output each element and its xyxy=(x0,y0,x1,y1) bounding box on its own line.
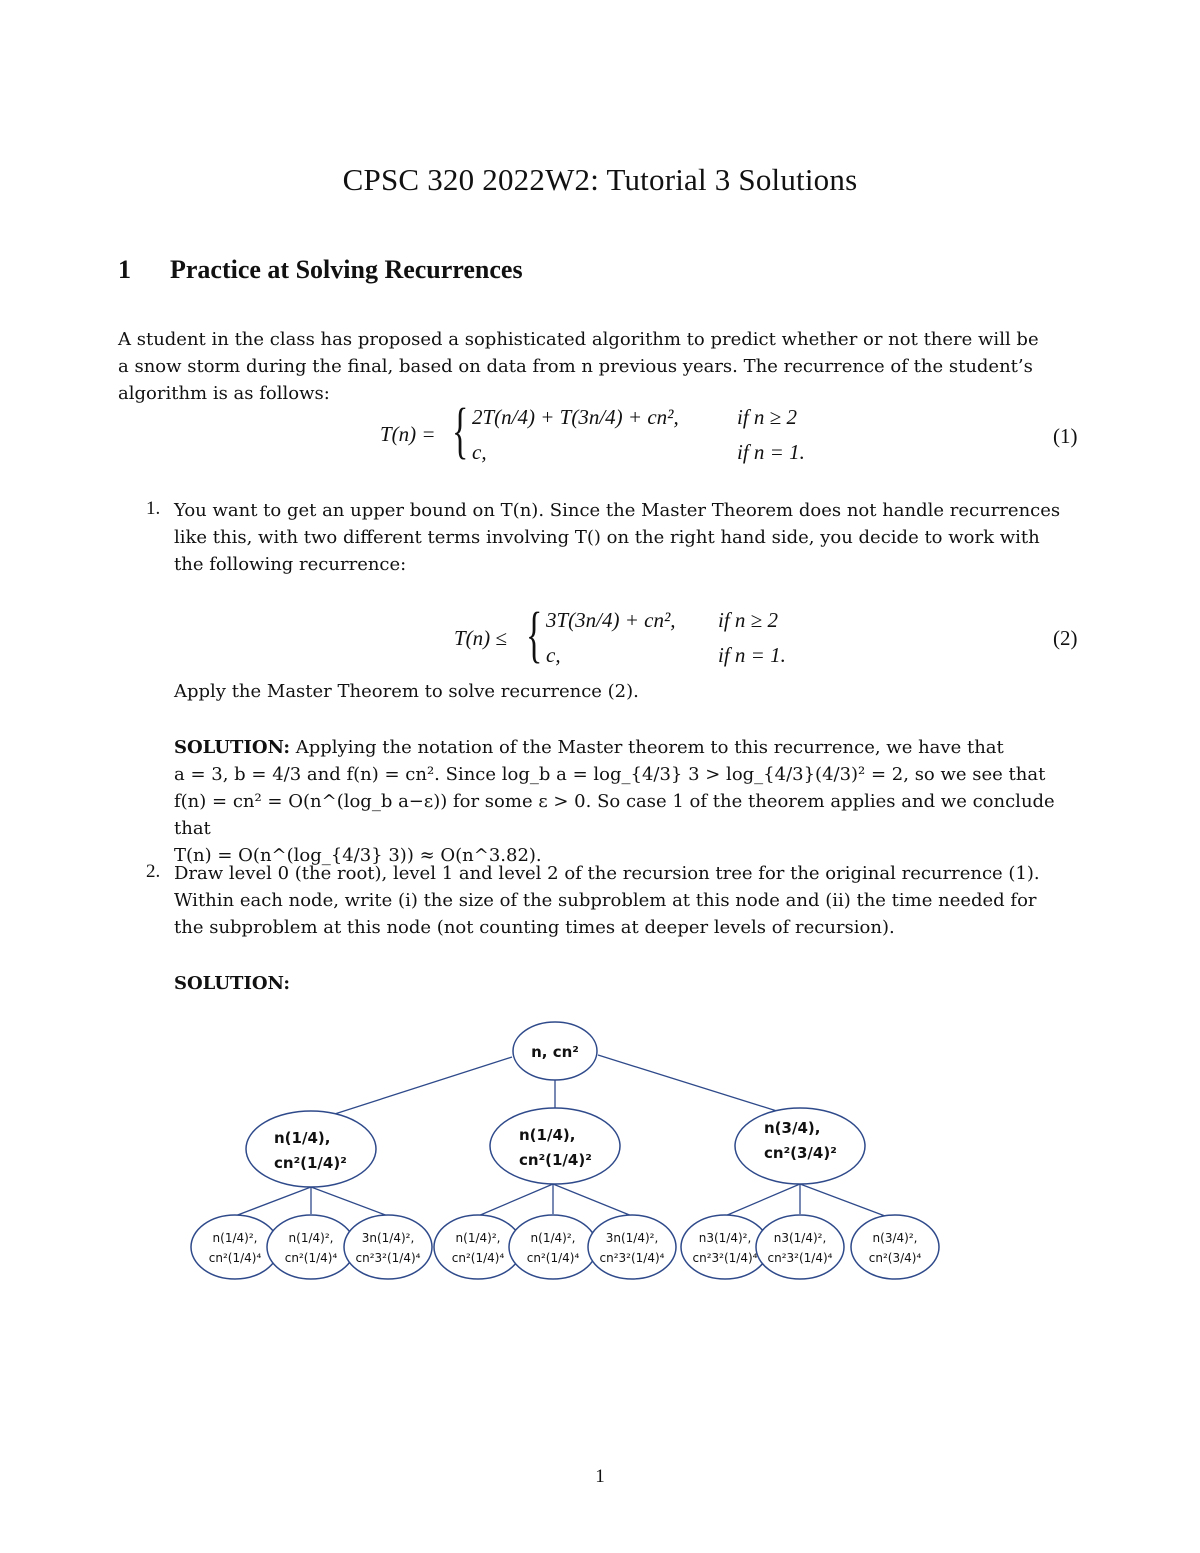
solution1-line: T(n) = O(n^(log_{4/3} 3)) ≈ O(n^3.82). xyxy=(174,845,542,866)
tree-node-l2-label: n(1/4)², xyxy=(455,1231,501,1245)
eq1-cond1: if n ≥ 2 xyxy=(737,405,797,429)
item2-line: Draw level 0 (the root), level 1 and level 2 of the recursion tree for the original recurrence (1). xyxy=(174,863,1040,884)
tree-node-l1 xyxy=(246,1111,376,1187)
tree-node-l2-label: cn²3²(1/4)⁴ xyxy=(599,1251,665,1265)
tree-edge xyxy=(598,1055,780,1112)
tree-node-l2-label: n(3/4)², xyxy=(872,1231,918,1245)
tree-node-l2-label: cn²(1/4)⁴ xyxy=(208,1251,262,1265)
tree-node-l2 xyxy=(267,1215,355,1279)
tree-node-l1-label: n(3/4), xyxy=(764,1119,821,1137)
tree-node-l2-label: cn²3²(1/4)⁴ xyxy=(692,1251,758,1265)
tree-node-l1-label: cn²(3/4)² xyxy=(764,1144,837,1162)
tree-node-l2-label: 3n(1/4)², xyxy=(605,1231,659,1245)
eq2-lhs: T(n) ≤ xyxy=(454,626,507,650)
tree-node-l2-label: n3(1/4)², xyxy=(698,1231,752,1245)
tree-node-l2-label: n(1/4)², xyxy=(530,1231,576,1245)
tree-edge xyxy=(800,1184,885,1216)
tree-node-l1-label: n(1/4), xyxy=(519,1126,576,1144)
tree-edge xyxy=(235,1187,311,1216)
tree-node-root-label: n, cn² xyxy=(531,1043,579,1061)
tree-edge xyxy=(316,1057,512,1120)
item2-solution-label: SOLUTION: xyxy=(174,973,290,994)
solution1-label: SOLUTION: xyxy=(174,737,290,758)
section-number: 1 xyxy=(118,255,131,284)
tree-node-l2-label: cn²(1/4)⁴ xyxy=(284,1251,338,1265)
solution1-line: f(n) = cn² = O(n^(log_b a−ε)) for some ε > 0. So case 1 of the theorem applies and we conclude that xyxy=(174,791,1055,839)
tree-node-l2 xyxy=(191,1215,279,1279)
item1-line: the following recurrence: xyxy=(174,554,407,575)
section-title: Practice at Solving Recurrences xyxy=(170,255,523,284)
eq2-cond1: if n ≥ 2 xyxy=(718,608,778,632)
tree-edge xyxy=(725,1184,800,1216)
solution1-line: a = 3, b = 4/3 and f(n) = cn². Since log_b a = log_{4/3} 3 > log_{4/3}(4/3)² = 2, so we see that xyxy=(174,764,1046,785)
page-title: CPSC 320 2022W2: Tutorial 3 Solutions xyxy=(342,162,858,197)
tree-node-l2-label: cn²3²(1/4)⁴ xyxy=(767,1251,833,1265)
intro-line: algorithm is as follows: xyxy=(118,383,330,404)
tree-node-l2 xyxy=(756,1215,844,1279)
tree-node-l1 xyxy=(490,1108,620,1184)
intro-line: A student in the class has proposed a sophisticated algorithm to predict whether or not there will be xyxy=(118,329,1039,350)
tree-node-l2 xyxy=(588,1215,676,1279)
eq1-case2: c, xyxy=(472,440,487,464)
intro-line: a snow storm during the final, based on data from n previous years. The recurrence of the student’s xyxy=(118,356,1033,377)
tree-node-l2-label: n3(1/4)², xyxy=(773,1231,827,1245)
tree-node-l2-label: cn²(3/4)⁴ xyxy=(868,1251,922,1265)
eq2-brace: { xyxy=(526,601,543,669)
item1-line: like this, with two different terms involving T() on the right hand side, you decide to work with xyxy=(174,527,1040,548)
tree-node-l1-label: cn²(1/4)² xyxy=(519,1151,592,1169)
tree-node-l2 xyxy=(344,1215,432,1279)
eq1-lhs: T(n) = xyxy=(380,422,436,446)
eq2-label: (2) xyxy=(1053,626,1078,650)
tree-node-l2 xyxy=(851,1215,939,1279)
tree-edge xyxy=(478,1184,553,1216)
item2-number: 2. xyxy=(146,861,161,882)
tree-edge xyxy=(553,1184,632,1216)
eq1-cond2: if n = 1. xyxy=(737,440,805,464)
item1-number: 1. xyxy=(146,498,161,519)
eq2-cond2: if n = 1. xyxy=(718,643,786,667)
tree-node-l2-label: 3n(1/4)², xyxy=(361,1231,415,1245)
solution1-line: Applying the notation of the Master theorem to this recurrence, we have that xyxy=(290,737,1004,758)
tree-node-l2-label: n(1/4)², xyxy=(212,1231,258,1245)
tree-node-l2-label: n(1/4)², xyxy=(288,1231,334,1245)
tree-node-l1-label: cn²(1/4)² xyxy=(274,1154,347,1172)
item1-line: You want to get an upper bound on T(n). Since the Master Theorem does not handle recurrences xyxy=(174,500,1061,521)
item2-line: the subproblem at this node (not counting times at deeper levels of recursion). xyxy=(174,917,895,938)
eq1-brace: { xyxy=(452,397,469,465)
eq2-case2: c, xyxy=(546,643,561,667)
tree-node-l2-label: cn²(1/4)⁴ xyxy=(526,1251,580,1265)
tree-node-l2 xyxy=(509,1215,597,1279)
page-number: 1 xyxy=(595,1466,605,1487)
tree-node-l2-label: cn²(1/4)⁴ xyxy=(451,1251,505,1265)
eq1-case1: 2T(n/4) + T(3n/4) + cn², xyxy=(472,405,679,429)
item2-line: Within each node, write (i) the size of the subproblem at this node and (ii) the time needed for xyxy=(174,890,1037,911)
item1-apply: Apply the Master Theorem to solve recurrence (2). xyxy=(174,681,639,702)
tree-node-l1-label: n(1/4), xyxy=(274,1129,331,1147)
tree-level2 xyxy=(191,1215,939,1279)
tree-node-l2-label: cn²3²(1/4)⁴ xyxy=(355,1251,421,1265)
tree-edge xyxy=(311,1187,388,1216)
eq1-label: (1) xyxy=(1053,424,1078,448)
eq2-case1: 3T(3n/4) + cn², xyxy=(546,608,676,632)
